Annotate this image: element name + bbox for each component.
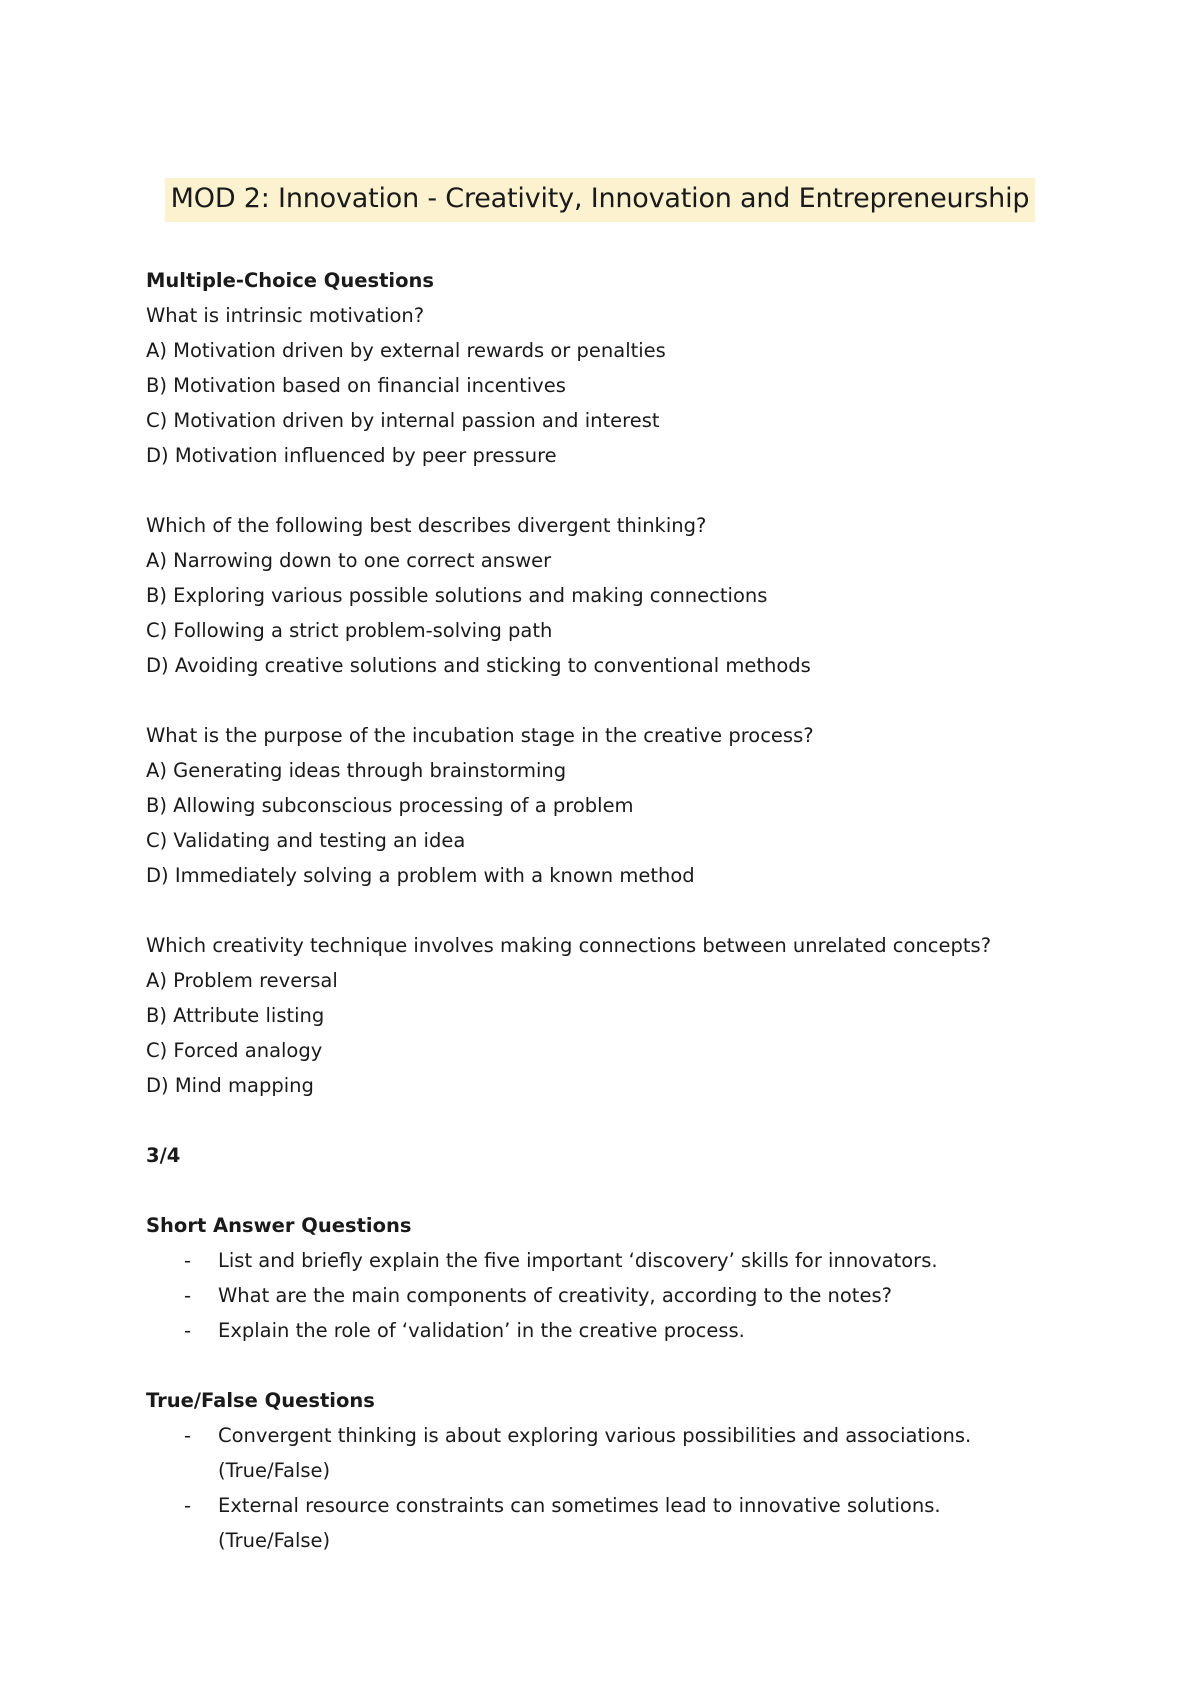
answer-option: A) Problem reversal <box>146 969 338 992</box>
mcq-heading: Multiple-Choice Questions <box>146 269 434 292</box>
answer-option: A) Narrowing down to one correct answer <box>146 549 552 572</box>
list-item <box>146 1243 1106 1278</box>
answer-option: C) Forced analogy <box>146 1039 323 1062</box>
question-block <box>146 718 1106 893</box>
list-item <box>146 1418 1106 1488</box>
list-item-text: List and briefly explain the five important ‘discovery’ skills for innovators. <box>218 1249 938 1272</box>
question-text: What is intrinsic motivation? <box>146 304 425 327</box>
page-title: MOD 2: Innovation - Creativity, Innovation and Entrepreneurship <box>165 178 1036 222</box>
answer-option: A) Motivation driven by external rewards or penalties <box>146 339 666 362</box>
list-item <box>146 1488 1106 1558</box>
question-text: Which of the following best describes divergent thinking? <box>146 514 707 537</box>
spacer <box>146 1348 1106 1383</box>
dash-bullet: - <box>184 1284 192 1307</box>
dash-bullet: - <box>184 1249 192 1272</box>
answer-option: B) Attribute listing <box>146 1004 325 1027</box>
dash-bullet: - <box>184 1319 192 1342</box>
question-text: What is the purpose of the incubation stage in the creative process? <box>146 724 814 747</box>
list-item <box>146 1278 1106 1313</box>
answer-option: B) Motivation based on financial incentives <box>146 374 566 397</box>
dash-bullet: - <box>184 1494 192 1517</box>
dash-bullet: - <box>184 1424 192 1447</box>
list-item <box>146 1313 1106 1348</box>
answer-option: D) Motivation influenced by peer pressure <box>146 444 557 467</box>
true-false-suffix: (True/False) <box>218 1529 331 1552</box>
answer-option: D) Avoiding creative solutions and sticking to conventional methods <box>146 654 811 677</box>
true-false-suffix: (True/False) <box>218 1459 331 1482</box>
list-item-text: Explain the role of ‘validation’ in the creative process. <box>218 1319 745 1342</box>
answer-option: D) Mind mapping <box>146 1074 314 1097</box>
true-false-heading: True/False Questions <box>146 1389 375 1412</box>
answer-option: C) Following a strict problem-solving path <box>146 619 553 642</box>
list-item-text: External resource constraints can sometimes lead to innovative solutions. <box>218 1494 941 1517</box>
score-label: 3/4 <box>146 1144 181 1167</box>
spacer <box>146 1103 1106 1138</box>
short-answer-heading: Short Answer Questions <box>146 1214 412 1237</box>
spacer <box>146 1173 1106 1208</box>
title-container <box>0 178 1200 222</box>
answer-option: B) Exploring various possible solutions and making connections <box>146 584 768 607</box>
answer-option: B) Allowing subconscious processing of a problem <box>146 794 634 817</box>
answer-option: C) Validating and testing an idea <box>146 829 466 852</box>
question-block <box>146 928 1106 1103</box>
answer-option: A) Generating ideas through brainstorming <box>146 759 567 782</box>
answer-option: D) Immediately solving a problem with a known method <box>146 864 695 887</box>
document-body <box>146 263 1106 1558</box>
question-block <box>146 508 1106 683</box>
answer-option: C) Motivation driven by internal passion and interest <box>146 409 660 432</box>
question-block <box>146 298 1106 473</box>
spacer <box>146 893 1106 928</box>
question-text: Which creativity technique involves making connections between unrelated concepts? <box>146 934 992 957</box>
list-item-text: Convergent thinking is about exploring various possibilities and associations. <box>218 1424 972 1447</box>
spacer <box>146 473 1106 508</box>
list-item-text: What are the main components of creativity, according to the notes? <box>218 1284 892 1307</box>
spacer <box>146 683 1106 718</box>
